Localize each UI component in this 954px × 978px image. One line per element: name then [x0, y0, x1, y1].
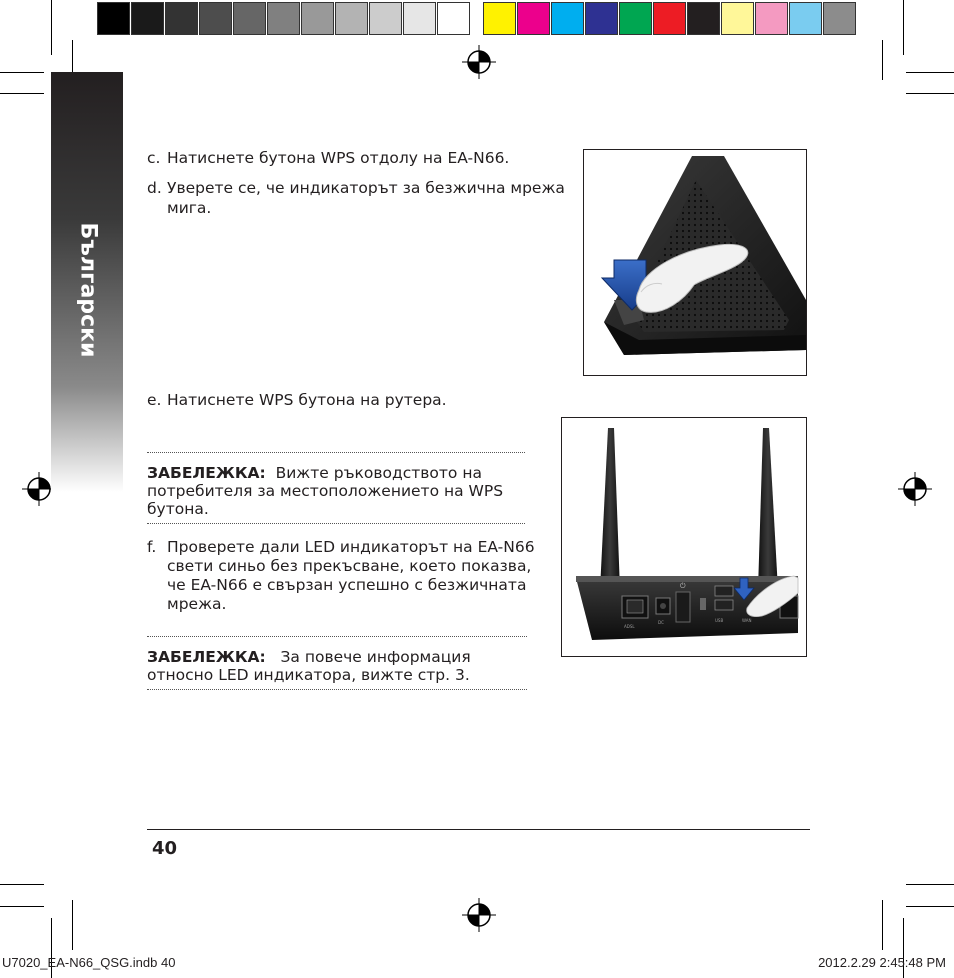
color-swatch [721, 2, 754, 35]
note2-line1: За повече информация [280, 648, 471, 666]
gray-swatch [233, 2, 266, 35]
step-d-marker: d. [147, 179, 162, 197]
port-label-wan: WAN [742, 618, 752, 623]
step-f-line2: свети синьо без прекъсване, което показва, [167, 557, 532, 575]
note2-top-divider [147, 636, 527, 637]
page-number: 40 [152, 838, 178, 859]
step-c-marker: c. [147, 149, 161, 167]
registration-mark-right [898, 472, 932, 506]
color-swatch [789, 2, 822, 35]
color-swatch [585, 2, 618, 35]
step-f-line1: Проверете дали LED индикаторът на EA-N66 [167, 538, 535, 556]
gray-swatch [301, 2, 334, 35]
gray-swatch [403, 2, 436, 35]
step-f [147, 538, 547, 618]
color-swatch [483, 2, 516, 35]
gray-swatch [199, 2, 232, 35]
color-swatch [823, 2, 856, 35]
color-swatch [619, 2, 652, 35]
footer-rule [147, 829, 810, 830]
gray-swatch [97, 2, 130, 35]
step-c [147, 148, 567, 170]
ea-n66-wps-illustration [583, 149, 807, 376]
note-2 [147, 648, 537, 684]
step-e [147, 390, 547, 412]
color-swatch [687, 2, 720, 35]
step-d [147, 178, 577, 222]
gray-swatch [131, 2, 164, 35]
step-d-line2: мига. [167, 199, 212, 217]
color-swatch [551, 2, 584, 35]
note-1 [147, 464, 537, 518]
color-swatch [653, 2, 686, 35]
port-label-adsl: ADSL [624, 624, 635, 629]
router-rear-graphic [562, 418, 806, 656]
note2-bottom-divider [147, 689, 527, 690]
ea-n66-device-graphic [584, 150, 806, 375]
registration-mark-bottom [462, 898, 496, 932]
gray-swatch [369, 2, 402, 35]
step-d-line1: Уверете се, че индикаторът за безжична мрежа [167, 179, 565, 197]
router-wps-illustration [561, 417, 807, 657]
gray-swatch [335, 2, 368, 35]
slug-timestamp: 2012.2.29 2:45:48 PM [818, 955, 946, 970]
gray-swatch [437, 2, 470, 35]
step-f-line4: мрежа. [167, 595, 227, 613]
port-label-dc: DC [658, 620, 664, 625]
port-label-usb: USB [715, 618, 724, 623]
note1-line1: Вижте ръководството на [275, 464, 482, 482]
slug-file-info: U7020_EA-N66_QSG.indb 40 [2, 955, 176, 970]
step-c-text: Натиснете бутона WPS отдолу на EA-N66. [167, 149, 510, 167]
step-f-marker: f. [147, 538, 157, 556]
note2-line2: относно LED индикатора, вижте стр. 3. [147, 666, 470, 684]
note1-label: ЗАБЕЛЕЖКА: [147, 464, 266, 482]
color-swatch [517, 2, 550, 35]
note1-top-divider [147, 452, 525, 453]
step-f-line3: че EA-N66 е свързан успешно с безжичната [167, 576, 527, 594]
note1-line2: потребителя за местоположението на WPS [147, 482, 504, 500]
registration-mark-top [462, 45, 496, 79]
step-e-text: Натиснете WPS бутона на рутера. [167, 391, 447, 409]
note1-line3: бутона. [147, 500, 209, 518]
gray-swatch [165, 2, 198, 35]
color-swatch [755, 2, 788, 35]
language-tab-label: Български [75, 222, 101, 358]
power-symbol-icon: ⏻ [680, 582, 686, 590]
note2-label: ЗАБЕЛЕЖКА: [147, 648, 266, 666]
gray-swatch [267, 2, 300, 35]
step-e-marker: e. [147, 391, 162, 409]
note1-bottom-divider [147, 523, 525, 524]
